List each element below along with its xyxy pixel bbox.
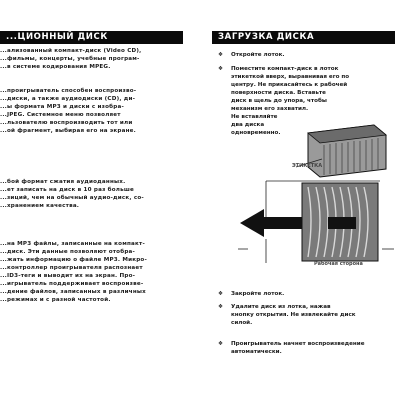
paragraph-3 (0, 178, 186, 210)
text-line: Откройте лоток. (231, 52, 285, 58)
text-line: ...контроллер проигрывателя распознает (0, 265, 143, 271)
text-line: ...режимах и с разной частотой. (0, 297, 111, 303)
left-column (0, 0, 196, 400)
text-line: поверхности диска. Вставьте (231, 90, 326, 96)
right-column (212, 0, 400, 400)
text-line: ...хранением качества. (0, 203, 80, 209)
text-line: ...зиций, чем на обычный аудио-диск, со- (0, 195, 144, 201)
diamond-bullet-icon: ❖ (218, 291, 224, 297)
text-line: этикеткой вверх, выравнивая его по (231, 74, 350, 80)
text-line: ...фильмы, концерты, учебные програм- (0, 56, 140, 62)
text-line: ...JPEG. Системное меню позволяет (0, 112, 121, 118)
text-line: кнопку открытия. Не извлекайте диск (231, 312, 356, 318)
text-line: ...в системе кодирования MPEG. (0, 64, 111, 70)
text-line: два диска (231, 122, 265, 128)
disc-insertion-illustration (232, 119, 400, 277)
text-line: ...проигрыватель способен воспроизво- (0, 88, 137, 94)
text-line: ...на MP3 файлы, записанные на компакт- (0, 241, 145, 247)
diamond-bullet-icon: ❖ (218, 304, 224, 310)
section-header-left: ...ЦИОННЫЙ ДИСК (0, 31, 183, 44)
text-line: механизм его захватил. (231, 106, 309, 112)
text-line: ...ализованный компакт-диск (Video CD), (0, 48, 142, 54)
text-line: Закройте лоток. (231, 291, 285, 297)
text-line: силой. (231, 320, 253, 326)
diamond-bullet-icon: ❖ (218, 341, 224, 347)
text-line: ...диски, а также аудиодиски (CD), ди- (0, 96, 136, 102)
text-line: ...ы формата MP3 и диски с изобра- (0, 104, 124, 110)
text-line: одновременно. (231, 130, 281, 136)
text-line: ...льзователю воспроизводить тот или (0, 120, 133, 126)
label-slot: ЭТИКЕТКА (292, 163, 323, 169)
text-line: центру. Не прикасайтесь к рабочей (231, 82, 348, 88)
text-line: ...ет записать на диск в 10 раз больше (0, 187, 134, 193)
text-line: ...игрыватель поддерживает воспроизве- (0, 281, 144, 287)
text-line: Удалите диск из лотка, нажав (231, 304, 331, 310)
text-line: ...дение файлов, записанных в различных (0, 289, 146, 295)
paragraph-1 (0, 47, 186, 71)
text-line: диск в щель до упора, чтобы (231, 98, 327, 104)
text-line: ...диск. Эти данные позволяют отобра- (0, 249, 136, 255)
text-line: автоматически. (231, 349, 282, 355)
label-side: Рабочая сторона (314, 261, 363, 267)
text-line: ...бой формат сжатия аудиоданных. (0, 179, 126, 185)
text-line: ...ID3-теги и выводит их на экран. Про- (0, 273, 136, 279)
text-line: ...жать информацию о файле MP3. Микро- (0, 257, 147, 263)
text-line: Поместите компакт-диск в лоток (231, 66, 339, 72)
diamond-bullet-icon: ❖ (218, 66, 224, 72)
text-line: Проигрыватель начнет воспроизведение (231, 341, 365, 347)
text-line: Не вставляйте (231, 114, 278, 120)
paragraph-2 (0, 87, 186, 135)
diamond-bullet-icon: ❖ (218, 52, 224, 58)
section-header-right: ЗАГРУЗКА ДИСКА (212, 31, 395, 44)
paragraph-4 (0, 240, 186, 304)
disc-insertion-diagram (232, 119, 400, 277)
text-line: ...ой фрагмент, выбирая его на экране. (0, 128, 136, 134)
